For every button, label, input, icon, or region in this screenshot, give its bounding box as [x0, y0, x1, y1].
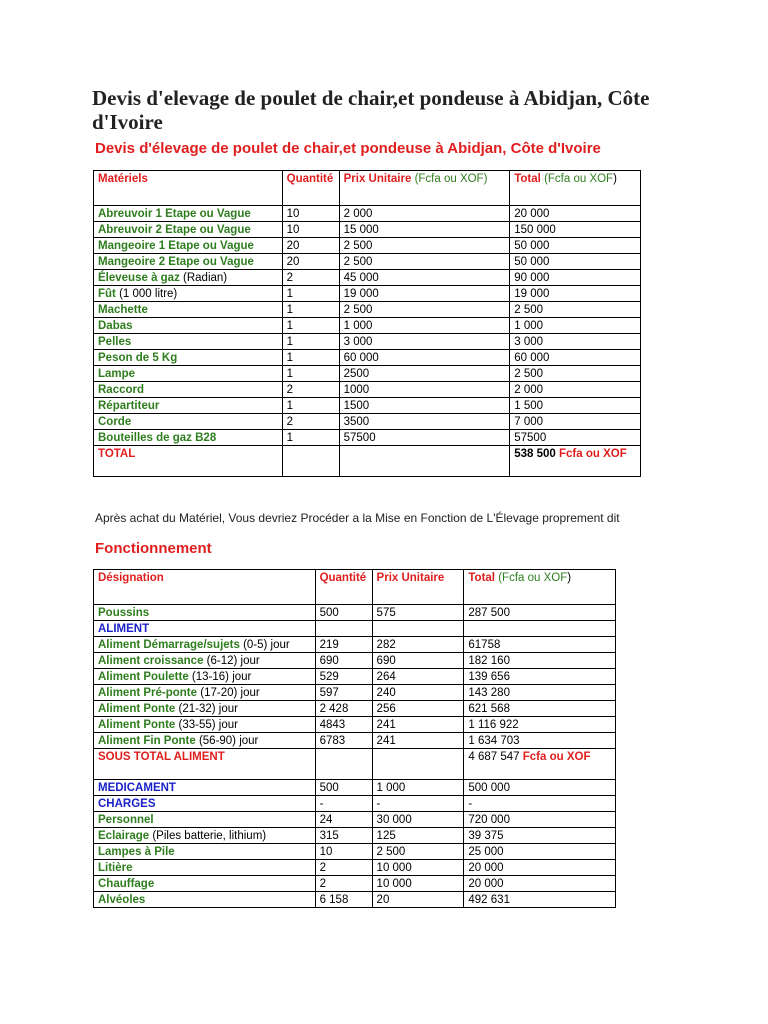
item-name: Aliment Ponte [98, 703, 176, 715]
cell-total: 2 500 [510, 302, 641, 318]
document-subtitle: Devis d'élevage de poulet de chair,et pondeuse à Abidjan, Côte d'Ivoire [95, 140, 601, 157]
cell-unit: 2500 [339, 366, 510, 382]
cell [94, 334, 283, 350]
subtotal-row [94, 749, 616, 780]
cell [282, 446, 339, 477]
table-row [94, 366, 641, 382]
cell: 4 687 547 Fcfa ou XOF [464, 749, 616, 780]
fonctionnement-table [93, 569, 616, 908]
cell-total: 621 568 [464, 701, 616, 717]
item-detail: (13-16) jour [188, 671, 252, 683]
cell-unit: 57500 [339, 430, 510, 446]
cell-unit: 10 000 [372, 876, 464, 892]
item-detail: (6-12) jour [203, 655, 260, 667]
cell-unit: 30 000 [372, 812, 464, 828]
cell [372, 621, 464, 637]
item-name: Machette [98, 304, 148, 316]
item-name: Abreuvoir 1 Etape ou Vague [98, 208, 251, 220]
cell-unit: 282 [372, 637, 464, 653]
table-row [94, 653, 616, 669]
table-row [94, 685, 616, 701]
cell-total: 150 000 [510, 222, 641, 238]
table-row [94, 892, 616, 908]
cell [94, 414, 283, 430]
cell-unit: 60 000 [339, 350, 510, 366]
cell-qty: 20 [282, 238, 339, 254]
cell [94, 350, 283, 366]
cell-total: 61758 [464, 637, 616, 653]
cell-unit: 1000 [339, 382, 510, 398]
cell-qty: 1 [282, 350, 339, 366]
cell-total: 1 116 922 [464, 717, 616, 733]
cell-unit: 256 [372, 701, 464, 717]
cell-qty: 529 [315, 669, 372, 685]
table-row [94, 605, 616, 621]
table-header-row [94, 171, 641, 206]
cell-unit: 19 000 [339, 286, 510, 302]
item-name: Répartiteur [98, 400, 160, 412]
cell [94, 430, 283, 446]
cell [315, 621, 372, 637]
item-detail: (33-55) jour [175, 719, 238, 731]
cell-unit: 2 000 [339, 206, 510, 222]
cell-qty: 1 [282, 366, 339, 382]
materiel-table [93, 170, 641, 477]
cell-total: 50 000 [510, 254, 641, 270]
cell: 287 500 [464, 605, 616, 621]
note-text: Après achat du Matériel, Vous devriez Procéder a la Mise en Fonction de L'Élevage proprement dit [95, 511, 620, 525]
table-row [94, 334, 641, 350]
cell-total: 2 000 [510, 382, 641, 398]
cell: CHARGES [94, 796, 316, 812]
item-name: Aliment Démarrage/sujets [98, 639, 240, 651]
cell-total: 90 000 [510, 270, 641, 286]
header-cell: Matériels [94, 171, 283, 206]
table-row [94, 812, 616, 828]
table-row [94, 860, 616, 876]
cell [94, 733, 316, 749]
item-name: Éleveuse à gaz [98, 272, 180, 284]
cell-unit: 241 [372, 733, 464, 749]
cell-qty: 2 [282, 270, 339, 286]
table-row [94, 414, 641, 430]
cell-total: 1 000 [510, 318, 641, 334]
cell-qty: 20 [282, 254, 339, 270]
cell-unit: 241 [372, 717, 464, 733]
cell: MEDICAMENT [94, 780, 316, 796]
cell-total: 1 634 703 [464, 733, 616, 749]
table-row [94, 780, 616, 796]
cell: 538 500 Fcfa ou XOF [510, 446, 641, 477]
item-name: Personnel [98, 814, 154, 826]
header-cell: Quantité [282, 171, 339, 206]
header-cell: Total (Fcfa ou XOF) [510, 171, 641, 206]
cell [372, 749, 464, 780]
cell-unit: 15 000 [339, 222, 510, 238]
cell [339, 446, 510, 477]
table-row [94, 796, 616, 812]
item-name: Litière [98, 862, 133, 874]
cell-unit: 690 [372, 653, 464, 669]
cell-total: 57500 [510, 430, 641, 446]
table-row [94, 733, 616, 749]
cell-total: 50 000 [510, 238, 641, 254]
cell-unit: 2 500 [339, 302, 510, 318]
cell-unit: 3500 [339, 414, 510, 430]
cell-qty: 10 [282, 206, 339, 222]
item-name: Eclairage [98, 830, 150, 842]
table-row [94, 398, 641, 414]
cell [94, 302, 283, 318]
cell [94, 318, 283, 334]
item-name: Lampes à Pile [98, 846, 175, 858]
cell: - [464, 796, 616, 812]
cell-total: 7 000 [510, 414, 641, 430]
cell-qty: 2 [282, 382, 339, 398]
cell-total: 19 000 [510, 286, 641, 302]
item-name: Bouteilles de gaz B28 [98, 432, 217, 444]
header-cell: Total (Fcfa ou XOF) [464, 570, 616, 605]
cell [94, 286, 283, 302]
table-row [94, 717, 616, 733]
cell [94, 860, 316, 876]
table-header-row [94, 570, 616, 605]
item-detail: (21-32) jour [175, 703, 238, 715]
cell: 500 [315, 780, 372, 796]
page-title: Devis d'elevage de poulet de chair,et pondeuse à Abidjan, Côte d'Ivoire [92, 86, 650, 134]
cell-total: 39 375 [464, 828, 616, 844]
item-name: Aliment Ponte [98, 719, 176, 731]
cell-total: 20 000 [510, 206, 641, 222]
cell [94, 892, 316, 908]
table-row [94, 876, 616, 892]
header-cell: Désignation [94, 570, 316, 605]
cell: - [315, 796, 372, 812]
cell-unit: 45 000 [339, 270, 510, 286]
cell [94, 717, 316, 733]
cell-total: 492 631 [464, 892, 616, 908]
cell-total: 720 000 [464, 812, 616, 828]
table-row [94, 206, 641, 222]
total-row [94, 446, 641, 477]
cell [94, 222, 283, 238]
item-name: Raccord [98, 384, 145, 396]
cell [94, 876, 316, 892]
cell [94, 828, 316, 844]
cell-qty: 2 [315, 860, 372, 876]
cell-qty: 1 [282, 318, 339, 334]
header-cell: Quantité [315, 570, 372, 605]
item-name: Aliment Poulette [98, 671, 189, 683]
cell [94, 669, 316, 685]
cell [94, 254, 283, 270]
cell-total: 1 500 [510, 398, 641, 414]
cell [94, 366, 283, 382]
cell [94, 206, 283, 222]
cell-total: 20 000 [464, 876, 616, 892]
item-name: Lampe [98, 368, 136, 380]
item-detail: (56-90) jour [195, 735, 259, 747]
item-name: Mangeoire 2 Etape ou Vague [98, 256, 254, 268]
cell-qty: 10 [315, 844, 372, 860]
cell-qty: 1 [282, 286, 339, 302]
cell: TOTAL [94, 446, 283, 477]
cell: SOUS TOTAL ALIMENT [94, 749, 316, 780]
cell-qty: 597 [315, 685, 372, 701]
cell-qty: 690 [315, 653, 372, 669]
cell [94, 238, 283, 254]
cell-unit: 20 [372, 892, 464, 908]
cell-qty: 24 [315, 812, 372, 828]
table-row [94, 238, 641, 254]
cell-unit: 125 [372, 828, 464, 844]
cell [94, 653, 316, 669]
cell: 1 000 [372, 780, 464, 796]
item-name: Aliment Fin Ponte [98, 735, 196, 747]
item-detail: (17-20) jour [197, 687, 260, 699]
table-row [94, 350, 641, 366]
cell-total: 182 160 [464, 653, 616, 669]
cell-unit: 3 000 [339, 334, 510, 350]
item-name: Peson de 5 Kg [98, 352, 178, 364]
item-name: Aliment Pré-ponte [98, 687, 198, 699]
table-row [94, 382, 641, 398]
cell [94, 382, 283, 398]
item-name: Mangeoire 1 Etape ou Vague [98, 240, 254, 252]
cell-unit: 1 000 [339, 318, 510, 334]
section-title-fonctionnement: Fonctionnement [95, 540, 212, 557]
cell-unit: 1500 [339, 398, 510, 414]
item-name: Fût [98, 288, 116, 300]
cell-total: 3 000 [510, 334, 641, 350]
cell-qty: 10 [282, 222, 339, 238]
cell [94, 701, 316, 717]
cell: Poussins [94, 605, 316, 621]
cell-qty: 1 [282, 334, 339, 350]
table-row [94, 302, 641, 318]
table-row [94, 318, 641, 334]
table-row [94, 430, 641, 446]
cell-qty: 219 [315, 637, 372, 653]
item-name: Abreuvoir 2 Etape ou Vague [98, 224, 251, 236]
cell [315, 749, 372, 780]
cell [94, 270, 283, 286]
cell-qty: 1 [282, 302, 339, 318]
cell-qty: 315 [315, 828, 372, 844]
cell-unit: 2 500 [339, 238, 510, 254]
item-name: Dabas [98, 320, 133, 332]
cell: - [372, 796, 464, 812]
cell: 500 [315, 605, 372, 621]
table-row [94, 270, 641, 286]
cell-unit: 10 000 [372, 860, 464, 876]
item-detail: (1 000 litre) [115, 288, 178, 300]
cell-qty: 2 [315, 876, 372, 892]
table-row [94, 621, 616, 637]
cell-qty: 2 [282, 414, 339, 430]
cell-unit: 240 [372, 685, 464, 701]
item-detail: (0-5) jour [239, 639, 290, 651]
cell [94, 637, 316, 653]
cell: 500 000 [464, 780, 616, 796]
cell: ALIMENT [94, 621, 316, 637]
item-name: Pelles [98, 336, 132, 348]
item-name: Corde [98, 416, 132, 428]
table-row [94, 844, 616, 860]
cell [94, 812, 316, 828]
item-name: Chauffage [98, 878, 155, 890]
cell-total: 60 000 [510, 350, 641, 366]
cell-total: 2 500 [510, 366, 641, 382]
cell-qty: 1 [282, 430, 339, 446]
cell-qty: 1 [282, 398, 339, 414]
cell-unit: 2 500 [372, 844, 464, 860]
table-row [94, 286, 641, 302]
item-name: Aliment croissance [98, 655, 204, 667]
table-row [94, 828, 616, 844]
cell [94, 844, 316, 860]
cell [94, 398, 283, 414]
header-cell: Prix Unitaire [372, 570, 464, 605]
cell-qty: 2 428 [315, 701, 372, 717]
cell-qty: 6783 [315, 733, 372, 749]
cell [464, 621, 616, 637]
cell-total: 139 656 [464, 669, 616, 685]
table-row [94, 222, 641, 238]
item-name: Alvéoles [98, 894, 146, 906]
cell-total: 143 280 [464, 685, 616, 701]
table-row [94, 669, 616, 685]
cell-qty: 6 158 [315, 892, 372, 908]
table-row [94, 701, 616, 717]
cell-qty: 4843 [315, 717, 372, 733]
cell-total: 20 000 [464, 860, 616, 876]
item-detail: (Radian) [179, 272, 228, 284]
cell-total: 25 000 [464, 844, 616, 860]
cell-unit: 264 [372, 669, 464, 685]
table-row [94, 254, 641, 270]
cell: 575 [372, 605, 464, 621]
item-detail: (Piles batterie, lithium) [149, 830, 267, 842]
table-row [94, 637, 616, 653]
cell-unit: 2 500 [339, 254, 510, 270]
header-cell: Prix Unitaire (Fcfa ou XOF) [339, 171, 510, 206]
cell [94, 685, 316, 701]
